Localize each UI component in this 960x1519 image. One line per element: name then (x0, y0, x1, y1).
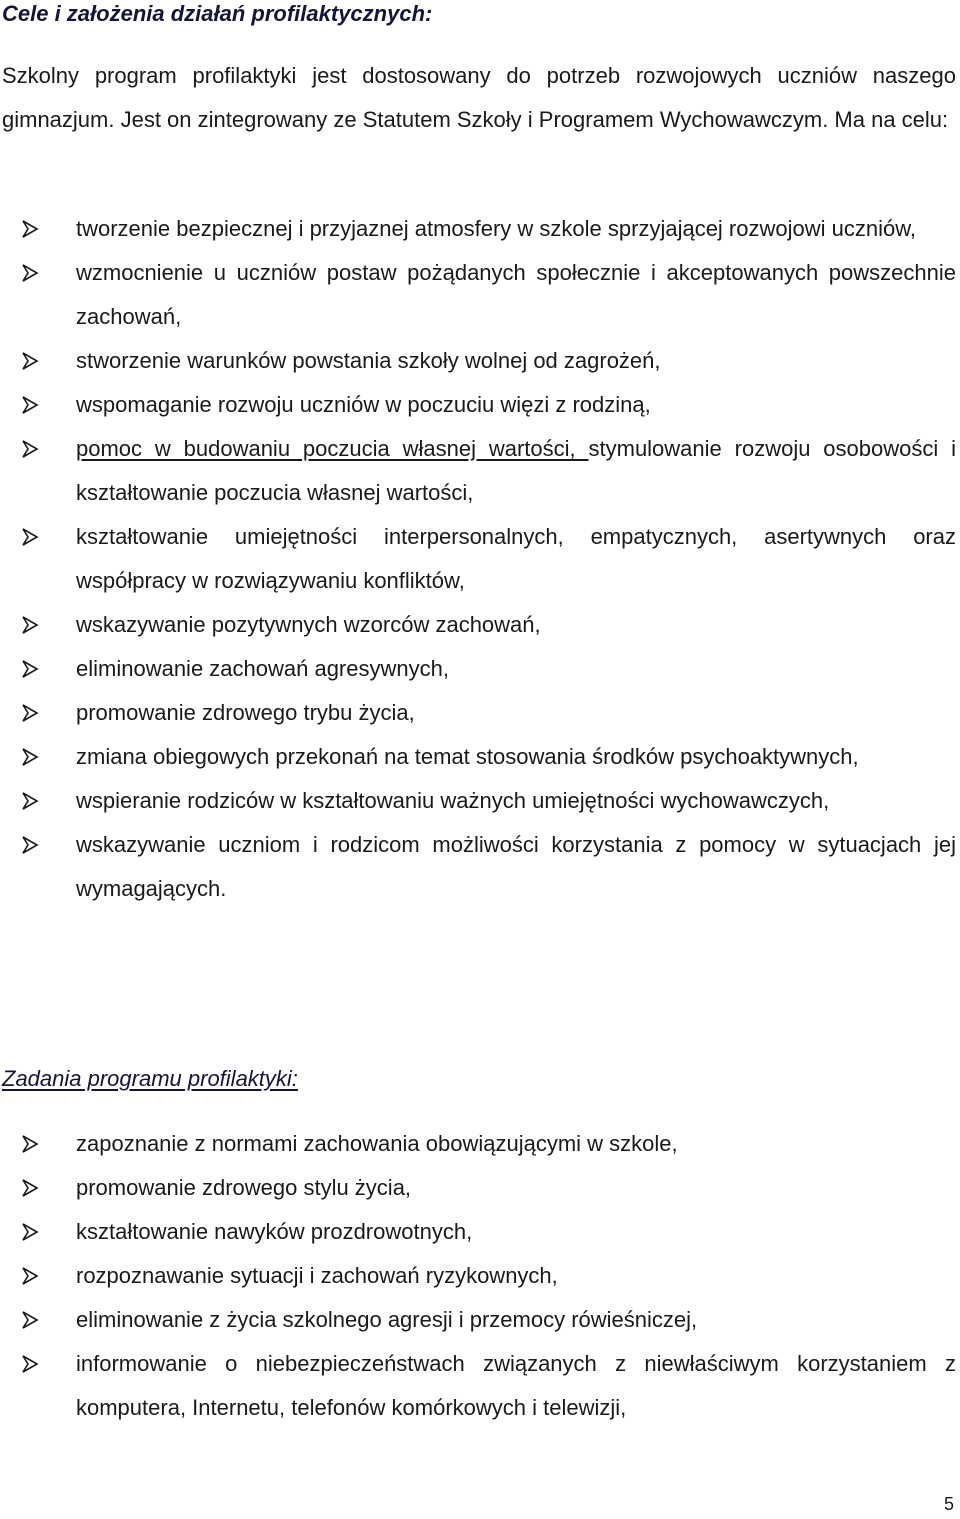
arrowhead-bullet-icon (20, 1310, 40, 1330)
list-item-text: kształtowanie nawyków prozdrowotnych, (76, 1219, 473, 1244)
section-heading-goals: Cele i założenia działań profilaktycznych: (2, 1, 433, 26)
list-item (0, 603, 960, 647)
list-item-text: informowanie o niebezpieczeństwach związanych z niewłaściwym korzystaniem z komputera, Internetu, telefonów komórkowych i telewizji, (76, 1351, 956, 1420)
arrowhead-bullet-icon (20, 263, 40, 283)
arrowhead-bullet-icon (20, 615, 40, 635)
arrowhead-bullet-icon (20, 1222, 40, 1242)
goals-list (0, 207, 960, 911)
arrowhead-bullet-icon (20, 703, 40, 723)
arrowhead-bullet-icon (20, 1134, 40, 1154)
list-item (0, 823, 960, 911)
list-item-text: wskazywanie uczniom i rodzicom możliwości korzystania z pomocy w sytuacjach jej wymagających. (76, 832, 956, 901)
list-item (0, 1166, 960, 1210)
list-item-text: wzmocnienie u uczniów postaw pożądanych społecznie i akceptowanych powszechnie zachowań, (76, 260, 956, 329)
arrowhead-bullet-icon (20, 659, 40, 679)
list-item (0, 1210, 960, 1254)
arrowhead-bullet-icon (20, 835, 40, 855)
intro-paragraph: Szkolny program profilaktyki jest dostosowany do potrzeb rozwojowych uczniów naszego gimnazjum. Jest on zintegrowany ze Statutem Szkoły i Programem Wychowawczym. Ma na celu: (2, 63, 956, 132)
list-item (0, 735, 960, 779)
list-item-text: wskazywanie pozytywnych wzorców zachowań, (76, 612, 541, 637)
arrowhead-bullet-icon (20, 1266, 40, 1286)
list-item-text: tworzenie bezpiecznej i przyjaznej atmosfery w szkole sprzyjającej rozwojowi uczniów, (76, 216, 917, 241)
arrowhead-bullet-icon (20, 1178, 40, 1198)
list-item-text: eliminowanie zachowań agresywnych, (76, 656, 449, 681)
page-number: 5 (943, 1494, 954, 1514)
arrowhead-bullet-icon (20, 747, 40, 767)
list-item-text: stworzenie warunków powstania szkoły wolnej od zagrożeń, (76, 348, 661, 373)
arrowhead-bullet-icon (20, 527, 40, 547)
arrowhead-bullet-icon (20, 439, 40, 459)
list-item-text: promowanie zdrowego trybu życia, (76, 700, 415, 725)
arrowhead-bullet-icon (20, 395, 40, 415)
list-item (0, 339, 960, 383)
list-item (0, 1254, 960, 1298)
list-item (0, 691, 960, 735)
list-item (0, 383, 960, 427)
list-item-text: eliminowanie z życia szkolnego agresji i przemocy rówieśniczej, (76, 1307, 698, 1332)
arrowhead-bullet-icon (20, 791, 40, 811)
list-item (0, 515, 960, 603)
list-item (0, 647, 960, 691)
list-item (0, 1342, 960, 1430)
list-item (0, 1298, 960, 1342)
list-item-text: kształtowanie umiejętności interpersonalnych, empatycznych, asertywnych oraz współpracy w rozwiązywaniu konfliktów, (76, 524, 956, 593)
list-item-text: wspomaganie rozwoju uczniów w poczuciu więzi z rodziną, (76, 392, 651, 417)
list-item-text: zmiana obiegowych przekonań na temat stosowania środków psychoaktywnych, (76, 744, 859, 769)
list-item-underlined-text: pomoc w budowaniu poczucia własnej wartości, (76, 436, 589, 461)
arrowhead-bullet-icon (20, 219, 40, 239)
list-item (0, 779, 960, 823)
list-item (0, 207, 960, 251)
tasks-list (0, 1122, 960, 1430)
list-item (0, 251, 960, 339)
arrowhead-bullet-icon (20, 351, 40, 371)
list-item-text: stymulowanie rozwoju osobowości i kształtowanie poczucia własnej wartości, (76, 436, 957, 505)
list-item (0, 1122, 960, 1166)
section-heading-tasks: Zadania programu profilaktyki: (2, 1066, 298, 1091)
arrowhead-bullet-icon (20, 1354, 40, 1374)
list-item-text: promowanie zdrowego stylu życia, (76, 1175, 412, 1200)
list-item-text: zapoznanie z normami zachowania obowiązującymi w szkole, (76, 1131, 678, 1156)
list-item-text: wspieranie rodziców w kształtowaniu ważnych umiejętności wychowawczych, (76, 788, 830, 813)
list-item (0, 427, 960, 515)
list-item-text: rozpoznawanie sytuacji i zachowań ryzykownych, (76, 1263, 558, 1288)
